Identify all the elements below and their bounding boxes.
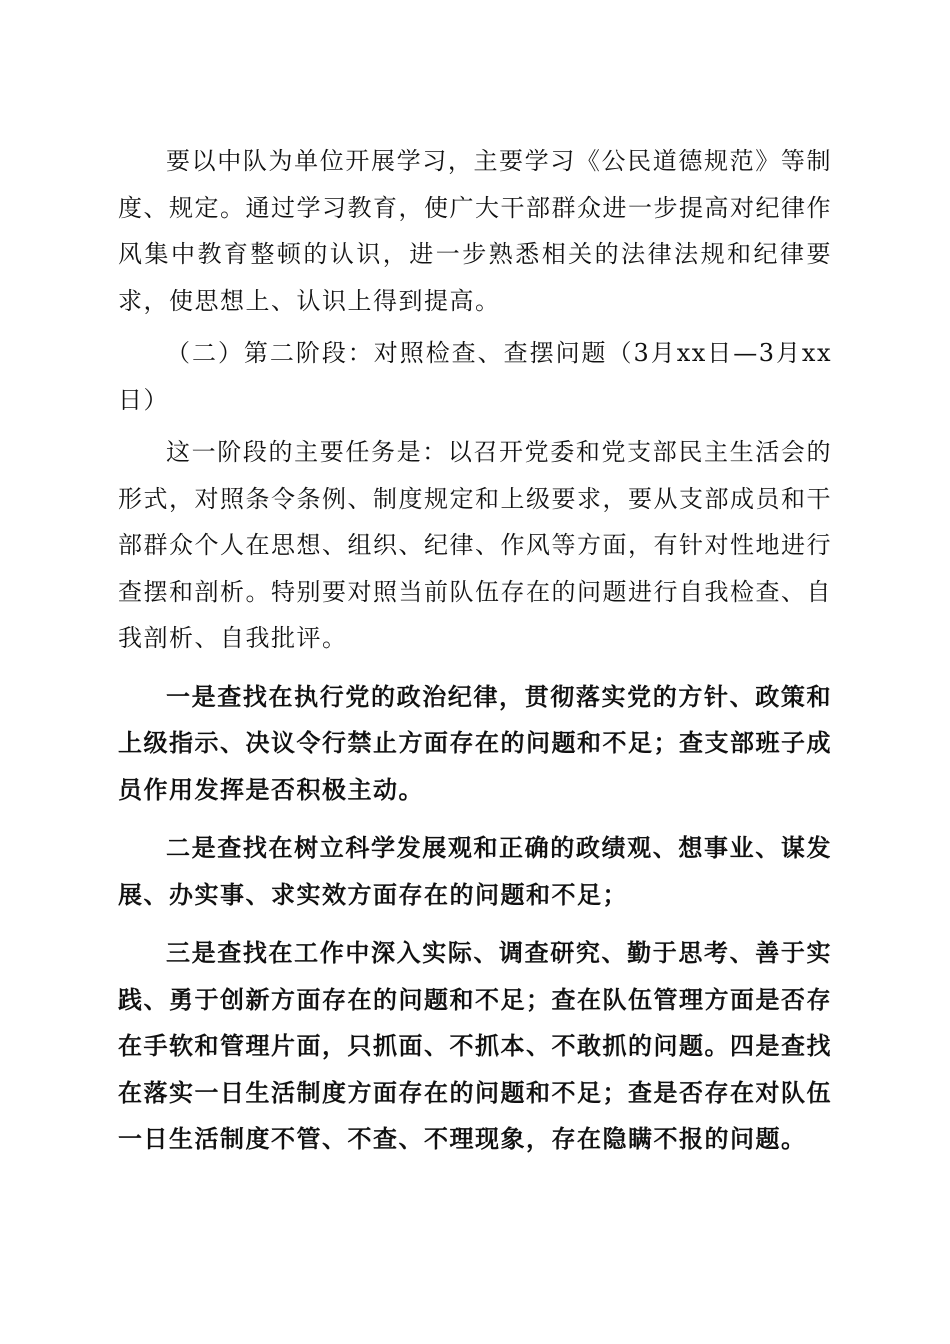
paragraph-stage-two-tasks: 这一阶段的主要任务是：以召开党委和党支部民主生活会的形式，对照条令条例、制度规定和上级要求，要从支部成员和干部群众个人在思想、组织、纪律、作风等方面，有针对性地进行查摆和剖析。特别要对照当前队伍存在的问题进行自我检查、自我剖析、自我批评。 [118, 438, 832, 652]
paragraph-item-three-four: 三是查找在工作中深入实际、调查研究、勤于思考、善于实践、勇于创新方面存在的问题和不足；查在队伍管理方面是否存在手软和管理片面，只抓面、不抓本、不敢抓的问题。四是查找在落实一日生活制度方面存在的问题和不足；查是否存在对队伍一日生活制度不管、不查、不理现象，存在隐瞒不报的问题。 [118, 938, 832, 1153]
section-heading-stage-two: （二）第二阶段：对照检查、查摆问题（3月xx日—3月xx日） [118, 339, 832, 414]
paragraph-study-intro: 要以中队为单位开展学习，主要学习《公民道德规范》等制度、规定。通过学习教育，使广大干部群众进一步提高对纪律作风集中教育整顿的认识，进一步熟悉相关的法律法规和纪律要求，使思想上、认识上得到提高。 [118, 147, 832, 315]
document-body [118, 138, 832, 1163]
paragraph-item-one: 一是查找在执行党的政治纪律，贯彻落实党的方针、政策和上级指示、决议令行禁止方面存在的问题和不足；查支部班子成员作用发挥是否积极主动。 [118, 681, 832, 804]
paragraph-item-two: 二是查找在树立科学发展观和正确的政绩观、想事业、谋发展、办实事、求实效方面存在的问题和不足； [118, 833, 832, 909]
